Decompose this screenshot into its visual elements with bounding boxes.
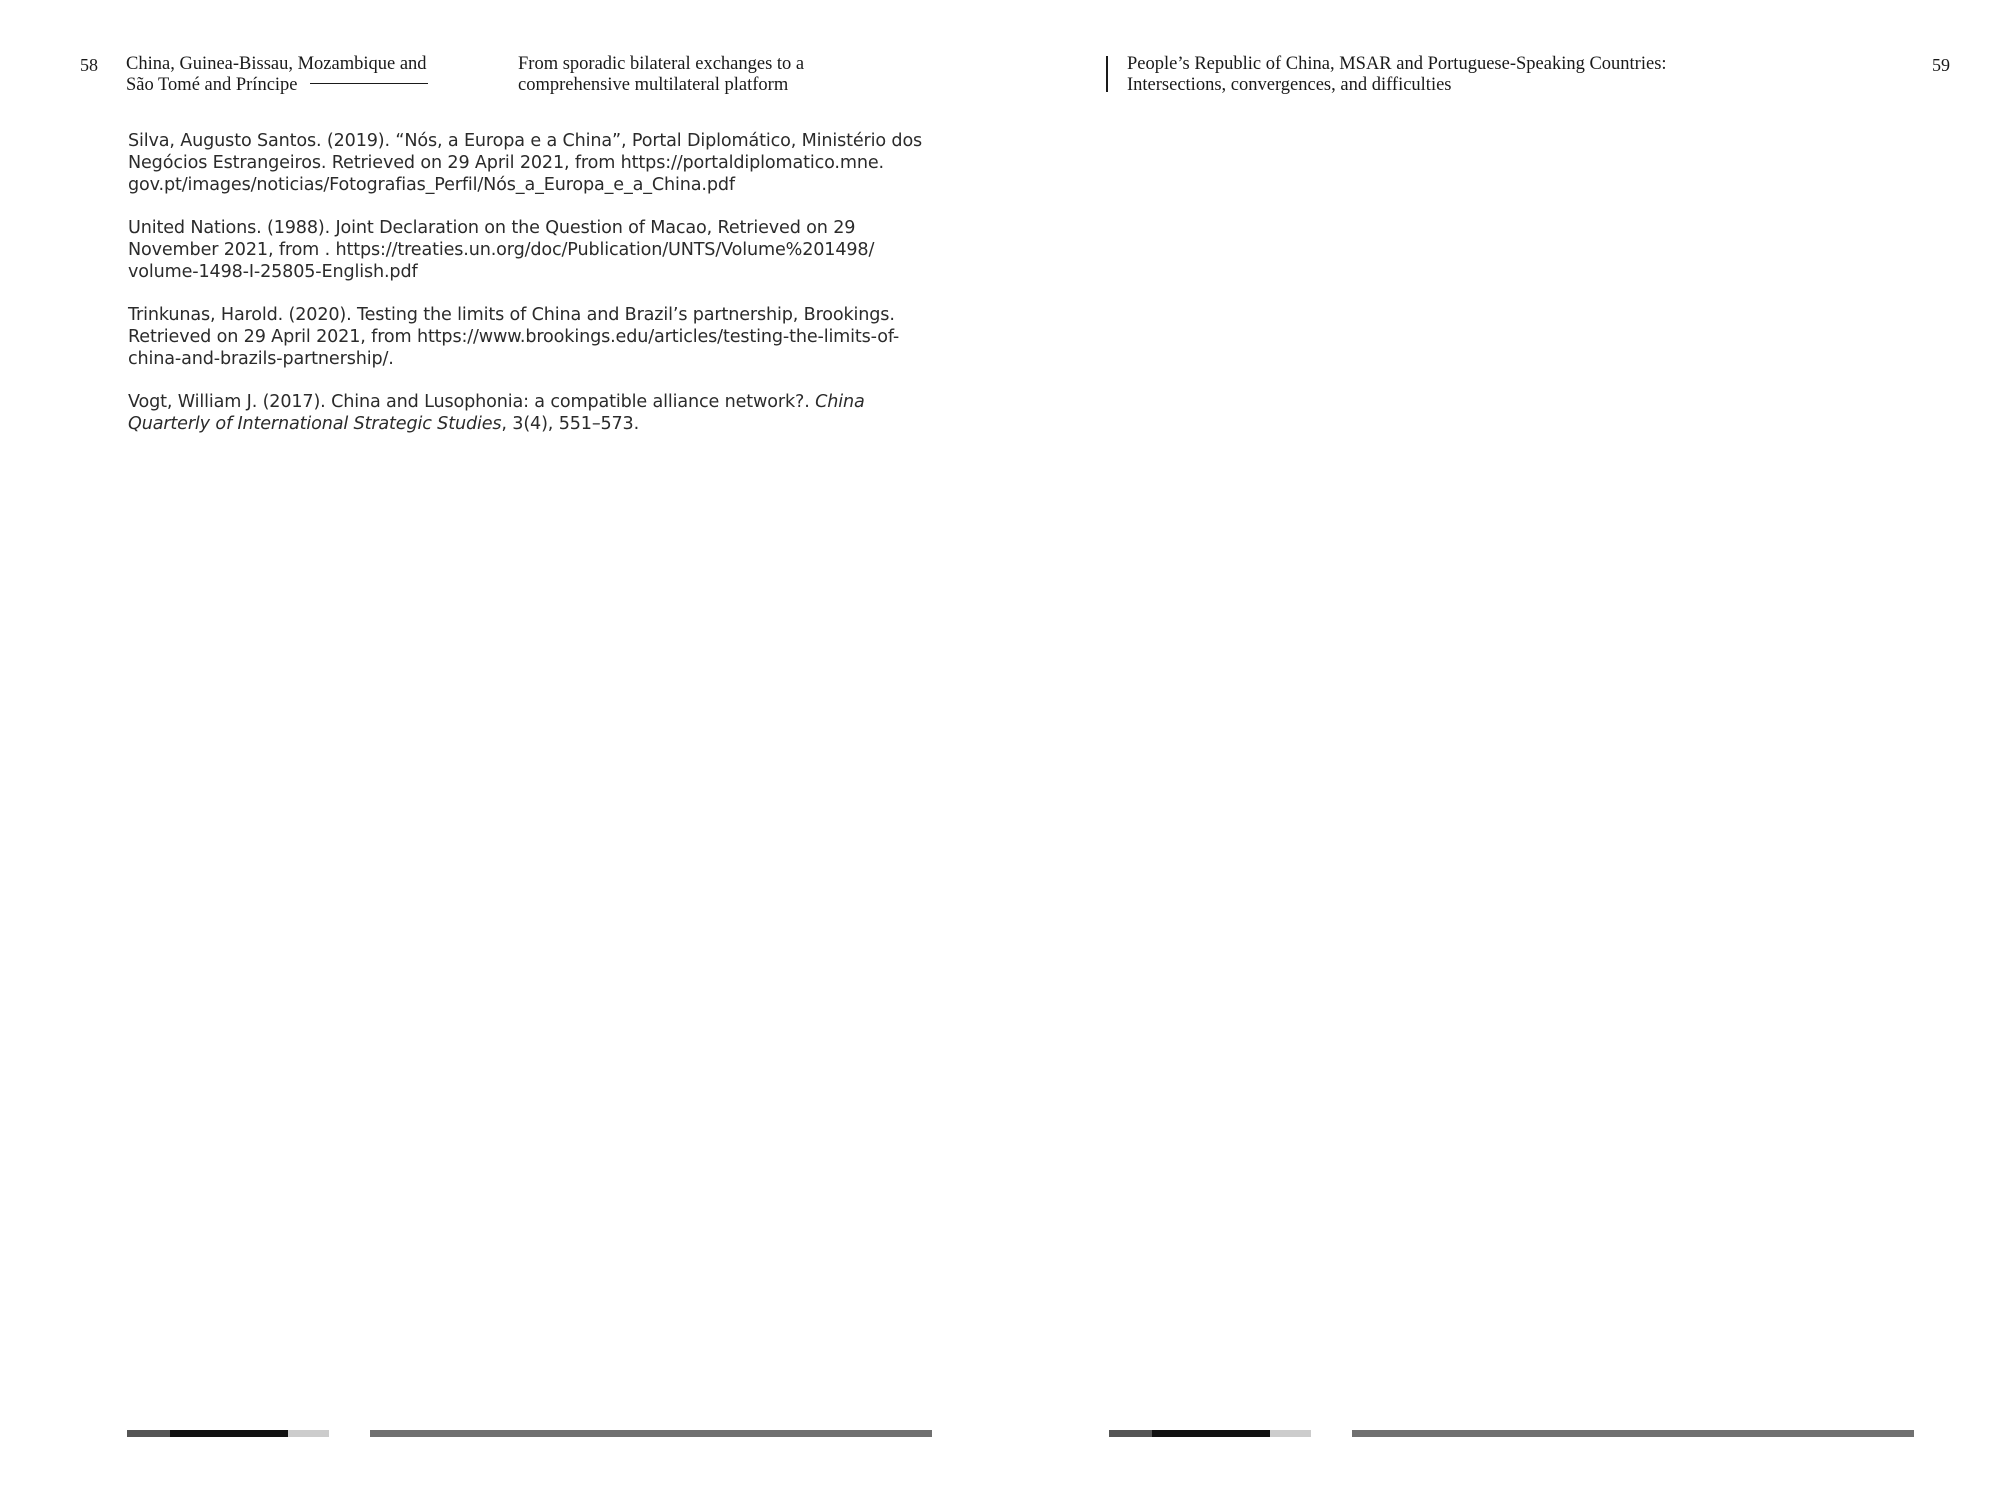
- running-head-rule: [310, 83, 428, 84]
- reference-line: [128, 391, 948, 413]
- reference-line: November 2021, from . https://treaties.un.org/doc/Publication/UNTS/Volume%201498/: [128, 240, 875, 260]
- footer-bar-segment: [1270, 1430, 1311, 1437]
- reference-list: [128, 130, 948, 456]
- running-head-right-title-line2: Intersections, convergences, and difficulties: [1127, 75, 1452, 95]
- reference-line: Negócios Estrangeiros. Retrieved on 29 April 2021, from https://portaldiplomatico.mne.: [128, 153, 884, 173]
- footer-bar-segment: [1109, 1430, 1152, 1437]
- running-head-book-title-line2-wrap: [126, 75, 428, 96]
- footer-bar-long: [1352, 1430, 1914, 1437]
- running-head-divider: [1106, 56, 1108, 92]
- running-head-right-title-line1: People’s Republic of China, MSAR and Portuguese-Speaking Countries:: [1127, 54, 1667, 74]
- reference-line: Trinkunas, Harold. (2020). Testing the limits of China and Brazil’s partnership, Brookings.: [128, 305, 895, 325]
- footer-bar-segment: [127, 1430, 170, 1437]
- page-number-left: 58: [80, 55, 98, 75]
- reference-line: Silva, Augusto Santos. (2019). “Nós, a Europa e a China”, Portal Diplomático, Ministério dos: [128, 131, 923, 151]
- running-head-book-title-line2: São Tomé and Príncipe: [126, 75, 298, 95]
- footer-bar-segment: [170, 1430, 288, 1437]
- journal-title: Quarterly of International Strategic Studies: [128, 414, 502, 434]
- footer-bar-segment: [1152, 1430, 1270, 1437]
- reference-line: china-and-brazils-partnership/.: [128, 349, 394, 369]
- footer-bar-long: [370, 1430, 932, 1437]
- reference-entry-vogt: [128, 391, 948, 435]
- running-head-book-title: [126, 54, 428, 96]
- footer-bar-segment: [288, 1430, 329, 1437]
- reference-line: volume-1498-I-25805-English.pdf: [128, 262, 418, 282]
- reference-line: gov.pt/images/noticias/Fotografias_Perfil/Nós_a_Europa_e_a_China.pdf: [128, 175, 735, 195]
- page-number-right: 59: [1932, 55, 1950, 75]
- journal-title: China: [815, 392, 865, 412]
- running-head-chapter-title: [518, 54, 804, 96]
- reference-line: United Nations. (1988). Joint Declaration on the Question of Macao, Retrieved on 29: [128, 218, 856, 238]
- reference-entry-trinkunas: [128, 304, 948, 370]
- running-head-book-title-line1: China, Guinea-Bissau, Mozambique and: [126, 54, 427, 74]
- reference-entry-silva: [128, 130, 948, 196]
- reference-line: [128, 413, 948, 435]
- running-head-right-title: [1127, 54, 1667, 96]
- running-head-chapter-title-line2: comprehensive multilateral platform: [518, 75, 789, 95]
- reference-text: , 3(4), 551–573.: [501, 414, 640, 434]
- reference-entry-united-nations: [128, 217, 948, 283]
- reference-text: Vogt, William J. (2017). China and Lusophonia: a compatible alliance network?.: [128, 392, 816, 412]
- running-head-chapter-title-line1: From sporadic bilateral exchanges to a: [518, 54, 805, 74]
- reference-line: Retrieved on 29 April 2021, from https://www.brookings.edu/articles/testing-the-limits-of-: [128, 327, 900, 347]
